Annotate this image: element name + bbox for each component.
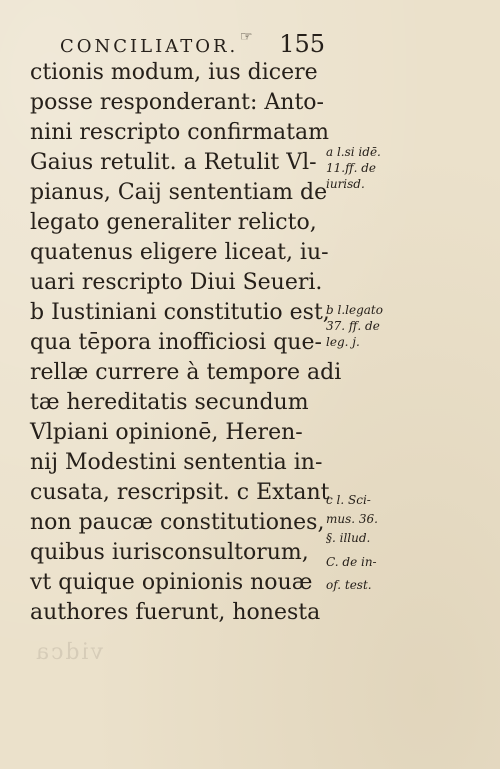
text-line: uari rescripto Diui Seueri. (30, 270, 323, 295)
marginal-note-a-line: 11.ff. de (326, 161, 376, 175)
text-line: nini rescripto confirmatam (30, 120, 329, 145)
manicule-icon: ☞ (240, 29, 253, 45)
page-header (60, 30, 325, 58)
marginal-note-c-line: mus. 36. (326, 512, 378, 526)
marginal-note-b-line: 37. ff. de (326, 319, 380, 333)
text-line: tæ hereditatis secundum (30, 390, 309, 415)
marginal-note-a-line: iurisd. (326, 177, 365, 191)
text-line: quibus iurisconsultorum, (30, 540, 309, 565)
text-line: qua tēpora inofficiosi que- (30, 330, 322, 355)
text-line: authores fuerunt, honesta (30, 600, 321, 625)
running-head: CONCILIATOR. (60, 36, 239, 57)
text-line: b Iustiniani constitutio est, (30, 300, 330, 325)
text-line: pianus, Caij sententiam de (30, 180, 328, 205)
marginal-note-b-line: b l.legato (326, 303, 383, 317)
text-line: ctionis modum, ius dicere (30, 60, 318, 85)
marginal-note-c-line: of. test. (326, 578, 372, 592)
text-line: quatenus eligere liceat, iu- (30, 240, 329, 265)
marginal-note-c-line: §. illud. (326, 531, 371, 545)
marginal-note-c-line: C. de in- (326, 555, 377, 569)
text-line: non paucæ constitutiones, (30, 510, 325, 535)
text-line: vt quique opinionis nouæ (30, 570, 313, 595)
text-line: cusata, rescripsit. c Extant (30, 480, 330, 505)
text-line: legato generaliter relicto, (30, 210, 317, 235)
text-line: posse responderant: Anto- (30, 90, 324, 115)
bleed-through-text: vidca (34, 640, 103, 665)
text-line: Gaius retulit. a Retulit Vl- (30, 150, 317, 175)
text-line: nij Modestini sententia in- (30, 450, 323, 475)
text-line: Vlpiani opinionē, Heren- (30, 420, 303, 445)
page-number: 155 (279, 30, 325, 58)
marginal-note-a-line: a l.si idē. (326, 145, 381, 159)
marginal-note-b-line: leg. j. (326, 335, 360, 349)
text-line: rellæ currere à tempore adi (30, 360, 342, 385)
marginal-note-c-line: c l. Sci- (326, 493, 371, 507)
